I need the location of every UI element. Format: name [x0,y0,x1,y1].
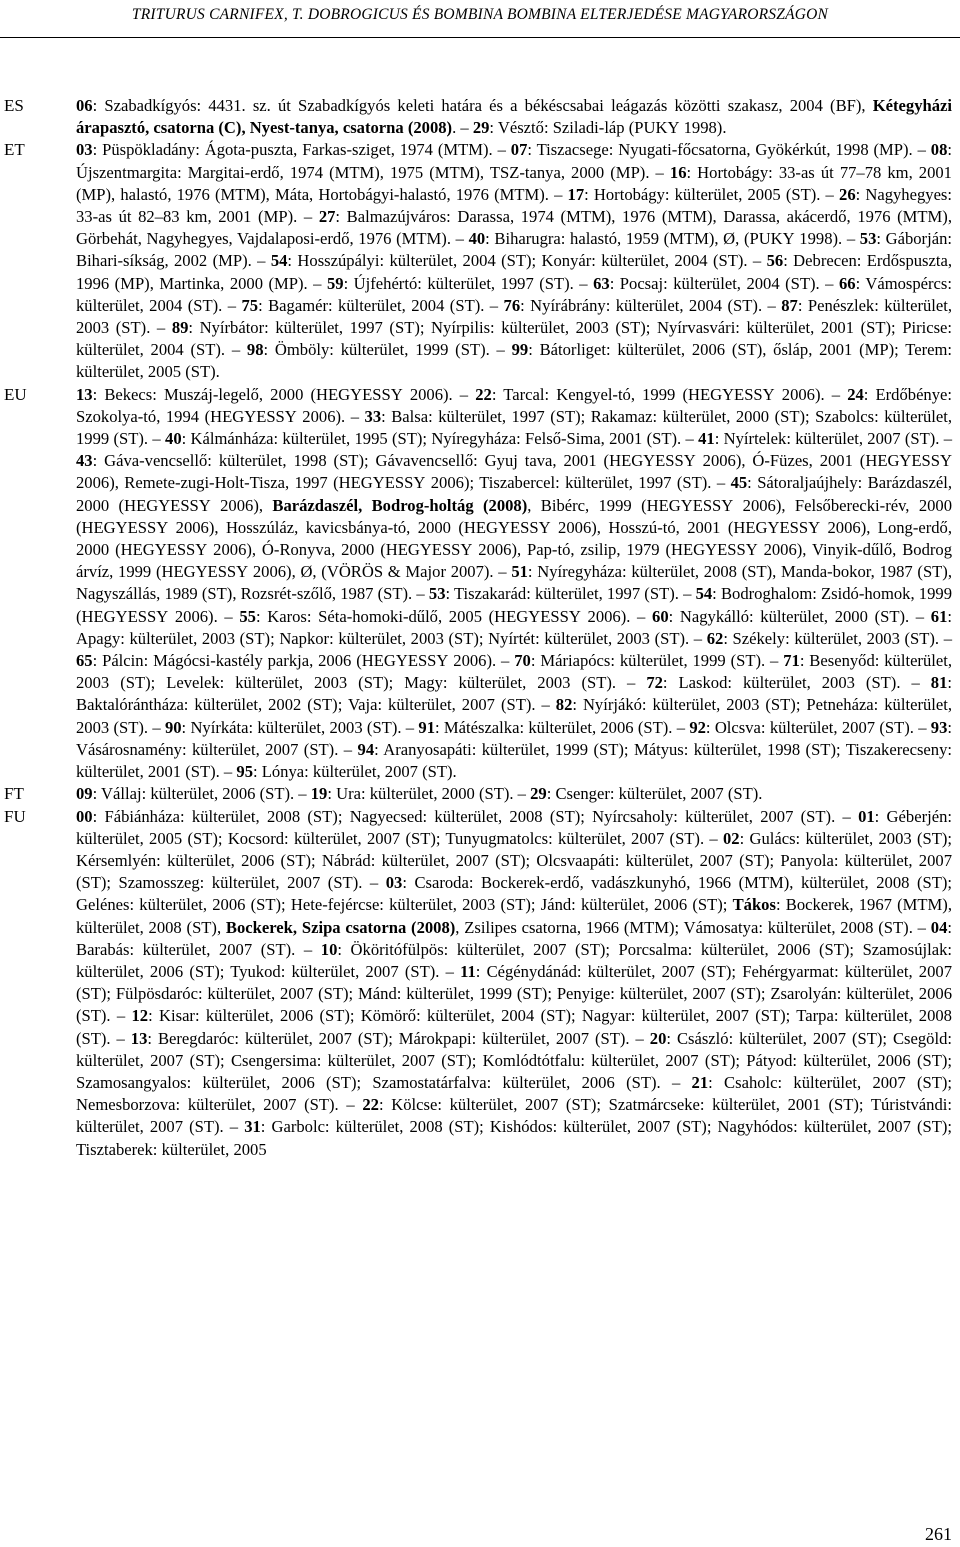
record-text: : Nyírkáta: külterület, 2003 (ST). – [181,717,419,737]
record-key: 06 [76,96,93,115]
record-key: 70 [514,651,531,671]
record-key: 53 [428,584,446,604]
record-key: 43 [76,451,93,471]
record-key: 82 [555,695,573,715]
record-text: 2006), Hosszú-tó, 2001 (H [550,517,746,537]
record-text: : Nyírábrány: külterület, 2004 (ST). – [520,295,782,315]
record-key: 17 [567,184,585,204]
record-text: : Kálmánháza: külterület, 1995 (ST); Nyíregyháza: Felső-Sima, 2001 (ST). – [181,429,699,449]
record-key: 56 [766,251,784,271]
record-key: 22 [475,384,492,404]
record-key: 60 [652,606,669,626]
record-key: 90 [164,717,182,737]
record-text: : Nyírbátor: külterület, 1997 (ST); Nyírpilis: külterület, 2003 (ST); Nyírvasvári: külterület, 2001 (ST); Piricse: külterület, 2004 (ST). – [76,318,953,360]
record-key: 21 [691,1072,709,1092]
record-key: 00 [76,806,93,826]
record-text: : Vésztő: Sziladi-láp (P [489,118,644,138]
locality-list [0,95,960,1161]
author-name: EGYESSY [621,451,696,471]
locality-records [76,384,952,784]
record-text: 2006), Ø, (V [248,562,339,582]
record-key: 07 [510,140,528,160]
record-text: 2006). – [402,384,476,404]
record-text: & Major 2007). – [383,562,512,582]
record-key: 81 [930,673,948,693]
record-key: 11 [460,961,476,981]
record-key: 19 [310,784,328,804]
record-text: : Kisar: külterület, 2006 (ST); Kömörő: külterület, 2004 (ST); Nagyar: külterület, 2007 (ST); Tarpa: külterület, 2008 (ST). – [76,1006,952,1048]
record-text: 2006); Tiszabercel: külterület, 1997 (ST). – [425,473,731,493]
record-text: : Mátészalka: külterület, 2006 (ST). – [434,717,690,737]
record-text: : Csenger: külterület, 2007 (ST). [546,784,763,804]
record-key: 89 [171,318,189,338]
record-text: : Biharugra: halastó, 1959 (MTM), Ø, (P [485,229,759,249]
grid-square-code: ES [4,96,24,115]
record-key: 75 [241,295,259,315]
record-text: : Cégénydánád: külterület, 2007 (ST); Fehérgyarmat: külterület, 2007 (ST); Fülpösdaróc: külterület, 2007 (ST); Mánd: külterület, 1999 (ST); Penyige: külterület, 2007 (ST); Zsarolyán: külterület, 2006 (ST). – [76,961,952,1026]
record-text: : Nyírjákó: külterület, 2003 (ST); Petneháza: külterület, 2003 (ST). – [76,695,952,737]
author-name: EGYESSY [683,540,758,560]
author-name: EGYESSY [93,606,169,626]
grid-square-code: FU [4,806,26,826]
page-number: 261 [925,1524,952,1544]
record-key: 51 [511,562,528,582]
record-text: : Újszentmargita: Margitai-erdő, 1974 (MTM), 1975 (MTM), TSZ-tanya, 2000 (MP). – [76,140,952,182]
record-key: 98 [246,340,264,360]
record-text: : Laskod: külterület, 2003 (ST). – [662,673,931,693]
author-name: EGYESSY [328,384,403,404]
record-text: : Csaholc: külterület, 2007 (ST); Nemesborzova: külterület, 2007 (ST). – [76,1072,952,1115]
record-text: : Géberjén: külterület, 2005 (ST); Kocsord: külterület, 2007 (ST); Tunyugmatolcs: külterület, 2007 (ST). – [76,806,952,848]
locality-records [76,806,952,1161]
record-key: 03 [385,873,403,893]
record-key: 12 [131,1006,149,1026]
record-text: 2006). – [448,651,515,671]
record-key: 08 [930,140,948,160]
record-text: : Nyíregyháza: külterület, 2008 (ST), Manda-bokor, 1987 (ST), Nagyszállás, 1989 (ST), Rozsrét-szőlő, 1987 (ST). – [76,562,952,604]
record-text: : Kölcse: külterület, 2007 (ST); Szatmárcseke: külterület, 2001 (ST); Túristvándi: külterület, 2007 (ST). – [76,1095,952,1137]
record-text: : Máriapócs: külterület, 1999 (ST). – [530,651,784,671]
record-text: : Debrecen: Erdőspuszta, 1996 (MP), Martinka, 2000 (MP). – [76,251,952,293]
record-text: : Bodroghalom: Zsidó-homok, 1999 (H [76,584,952,626]
record-key: 13 [76,384,93,404]
record-text: : Császló: külterület, 2007 (ST); Csegöld: külterület, 2007 (ST); Csengersima: külterület, 2007 (ST); Komlódtótfalu: külterület, 2007 (ST); Pátyod: külterület, 2006 (ST); Szamosangyalos: külterület, 2006 (ST); Szamostatárfalva: külterület, 2006 (ST). – [76,1028,952,1092]
author-name: UKY [643,118,680,138]
author-name: ÖRÖS [338,562,384,582]
running-header-title: TRITURUS CARNIFEX, T. DOBROGICUS ÉS BOMBINA BOMBINA ELTERJEDÉSE MAGYARORSZÁGON [131,6,829,23]
record-text: : Bekecs: Muszáj-legelő, 2000 (H [92,384,328,404]
record-key: 91 [418,717,435,737]
record-key: 29 [530,784,547,804]
record-key: 22 [362,1095,379,1115]
record-text: : Bockerek, 1967 (MTM), külterület, 2008 (ST), [76,895,952,937]
record-text: : Apagy: külterület, 2003 (ST); Napkor: külterület, 2003 (ST); Nyírtét: külterület, 2003 (ST). – [76,606,952,648]
record-key: Tákos [732,895,776,915]
record-key: 55 [239,606,256,626]
record-key: 40 [468,229,486,249]
author-name: EGYESSY [173,562,249,582]
author-name: EGYESSY [350,473,426,493]
record-key: 13 [130,1028,148,1048]
author-name: EGYESSY [222,406,297,426]
record-text: : Lónya: külterület, 2007 (ST). [252,762,457,782]
record-key: 61 [930,606,948,626]
record-text: : Hortobágy: külterület, 2005 (ST). – [584,184,840,204]
record-text: : Tiszacsege: Nyugati-főcsatorna, Gyökérkút, 1998 (MP). – [527,140,931,160]
record-text: : Gulács: külterület, 2003 (ST); Kérsemlyén: külterület, 2006 (ST); Nábrád: külterület, 2007 (ST); Olcsvaapáti: külterület, 2007 (ST); Panyola: külterület, 2007 (ST); Szamosszeg: külterület, 2007 (ST). – [76,828,952,893]
record-text: . – [452,118,473,138]
record-key: 02 [722,828,740,848]
record-key: 04 [930,917,948,937]
author-name: EGYESSY [745,517,821,537]
record-text: 2006), Remete-zugi-Holt-Tisza, 1997 (H [76,473,351,493]
record-text: : Balsa: külterület, 1997 (ST); Rakamaz: külterület, 2000 (ST); Szabolcs: külterület, 1999 (ST). – [76,406,952,449]
author-name: UKY [758,229,795,249]
record-key: 59 [326,273,344,293]
author-name: EGYESSY [506,606,581,626]
author-name: EGYESSY [475,517,551,537]
record-text: : Újfehértó: külterület, 1997 (ST). – [343,273,594,293]
record-key: 01 [858,806,875,826]
record-text: : Vállaj: külterület, 2006 (ST). – [92,784,311,804]
record-key: 10 [320,939,338,959]
author-name: EGYESSY [132,540,208,560]
author-name: EGYESSY [93,517,169,537]
record-key: Bockerek, Szipa csatorna (2008) [225,917,456,937]
grid-square-code: ET [4,140,25,160]
record-key: 27 [318,207,336,227]
record-text: 2006), Ó-Füzes, 2001 (H [695,451,878,471]
record-text: 2006), Long-erdő, 2000 (H [76,517,952,560]
record-text: : Nyírtelek: külterület, 2007 (ST). – [714,429,953,449]
grid-square-code: FT [4,784,24,804]
record-text: : Bátorliget: külterület, 2006 (ST), ősláp, 2001 (MP); Terem: külterület, 2005 (ST). [76,340,952,382]
record-text: : Tarcal: Kengyel-tó, 1999 (H [491,384,700,404]
record-key: 72 [646,673,663,693]
author-name: EGYESSY [877,451,952,471]
record-text: : Ura: külterület, 2000 (ST). – [327,784,531,804]
grid-square-code: EU [4,384,27,404]
grid-entry [0,806,960,1161]
author-name: EGYESSY [373,651,449,671]
record-text: : Hosszúpályi: külterület, 2004 (ST); Konyár: külterület, 2004 (ST). – [287,251,767,271]
record-text: : Nagyhegyes: 33-as út 82–83 km, 2001 (MP). – [76,184,952,227]
record-key: 63 [593,273,610,293]
record-key: 65 [76,651,93,671]
locality-records [76,139,952,383]
record-key: 45 [730,473,748,493]
record-text: 2006). – [774,384,848,404]
running-header [0,6,960,24]
author-name: EGYESSY [136,495,211,515]
record-text: 2006). – [296,406,365,426]
record-text: : Beregdaróc: külterület, 2007 (ST); Márokpapi: külterület, 2007 (ST). – [147,1028,650,1048]
record-text: : Vásárosnamény: külterület, 2007 (ST). – [76,717,953,759]
record-text: : Szabadkígyós: 4431. sz. út Szabadkígyós keleti határa és a békéscsabai leágazás közötti szakasz, 2004 (BF), [92,96,873,115]
record-text: : Gáborján: Bihari-síkság, 2002 (MP). – [76,229,952,271]
author-name: EGYESSY [658,495,734,515]
record-key: 93 [930,717,948,737]
record-text: 2006). – [580,606,653,626]
record-text: : Püspökladány: Ágota-puszta, Farkas-sziget, 1974 (MTM). – [92,140,511,160]
record-text: : Bagamér: külterület, 2004 (ST). – [258,295,504,315]
record-text: : Székely: külterület, 2003 (ST). – [723,628,952,648]
record-text: : Garbolc: külterület, 2008 (ST); Kishódos: külterület, 2007 (ST); Nagyhódos: külterület, 2007 (ST); Tisztaberek: külterület, 2005 [76,1117,952,1159]
record-text: : Balmazújváros: Darassa, 1974 (MTM), 1976 (MTM), Darassa, akácerdő, 1976 (MTM), Görbehát, Nagyhegyes, Vajdalaposi-erdő, 1976 (MTM). – [76,207,952,249]
record-text: 2006), Felsőberecki-rév, 2000 (H [76,495,953,537]
record-text: 2006), Hosszúláz, kavicsbánya-tó, 2000 (H [168,517,476,537]
record-key: Barázdaszél, Bodrog-holtág (2008) [272,495,528,515]
record-key: 29 [472,118,490,138]
author-name: EGYESSY [699,384,775,404]
record-text: : Nagykálló: külterület, 2000 (ST). – [668,606,931,626]
record-text: : Gáva-vencsellő: külterület, 1998 (ST); Gávavencsellő: Gyuj tava, 2001 (H [92,451,622,471]
record-text: : Ömböly: külterület, 1999 (ST). – [263,340,512,360]
record-key: 40 [165,429,182,449]
record-key: 53 [859,229,877,249]
record-text: : Baktalórántháza: külterület, 2002 (ST); Vaja: külterület, 2007 (ST). – [76,673,952,715]
record-key: 54 [270,251,288,271]
record-text: : Olcsva: külterület, 2007 (ST). – [705,717,931,737]
record-text: : Aranyosapáti: külterület, 1999 (ST); Mátyus: külterület, 1998 (ST); Tiszakerecseny: külterület, 2001 (ST). – [76,739,952,782]
record-text: : Pocsaj: külterület, 2004 (ST). – [609,273,839,293]
record-key: 31 [244,1117,261,1137]
grid-entry [0,384,960,784]
author-name: EGYESSY [397,540,473,560]
record-text: : Barabás: külterület, 2007 (ST). – [76,917,952,959]
record-text: 1998). [679,118,727,138]
record-key: 33 [364,406,382,426]
record-text: : Csaroda: Bockerek-erdő, vadászkunyhó, 1966 (MTM), külterület, 2008 (ST); Gelénes: külterület, 2006 (ST); Hete-fejércse: külterület, 2003 (ST); Jánd: külterület, 2006 (ST); [76,873,952,915]
record-key: 95 [236,762,253,782]
record-key: 41 [698,429,715,449]
record-text: : Penészlek: külterület, 2003 (ST). – [76,295,952,338]
record-key: 87 [781,295,798,315]
record-text: 2006), Ó-Ronyva, 2000 (H [207,540,398,560]
grid-entry [0,139,960,383]
header-rule [0,37,960,38]
record-key: 94 [357,739,375,759]
record-text: , Bibérc, 1999 (H [527,495,659,515]
record-text: : Erdőbénye: Szokolya-tó, 1994 (H [76,384,953,426]
record-text: 2006), [210,495,273,515]
record-text: 1998). – [794,229,860,249]
record-key: 09 [76,784,93,804]
record-text: 2006). – [168,606,240,626]
record-key: 66 [838,273,856,293]
record-key: 24 [847,384,864,404]
record-key: 20 [649,1028,667,1048]
record-text: : Sátoraljaújhely: Barázdaszél, 2000 (H [76,473,952,515]
record-key: 76 [503,295,521,315]
record-text: : Vámospércs: külterület, 2004 (ST). – [76,273,952,315]
record-key: 54 [695,584,713,604]
record-key: 71 [783,651,800,671]
record-key: 99 [511,340,529,360]
record-text: 2006), Vinyik-dűlő, Bodrog árvíz, 1999 (H [76,540,952,582]
record-key: 03 [76,140,93,160]
record-key: 62 [706,628,724,648]
record-text: : Tiszakarád: külterület, 1997 (ST). – [445,584,696,604]
record-text: : Karos: Séta-homoki-dűlő, 2005 (H [255,606,507,626]
locality-records [76,95,952,139]
record-key: 16 [669,162,687,182]
record-text: 2006), Pap-tó, zsilip, 1979 (H [472,540,683,560]
grid-entry [0,783,960,805]
locality-records [76,783,952,805]
grid-entry [0,95,960,139]
record-text: , Zsilipes csatorna, 1966 (MTM); Vámosatya: külterület, 2008 (ST). – [455,917,931,937]
record-key: 92 [689,717,706,737]
record-key: 26 [839,184,856,204]
record-text: : Fábiánháza: külterület, 2008 (ST); Nagyecsed: külterület, 2008 (ST); Nyírcsaholy: külterület, 2007 (ST). – [92,806,859,826]
record-text: : Pálcin: Mágócsi-kastély parkja, 2006 (H [92,651,374,671]
record-text: : Hortobágy: 33-as út 77–78 km, 2001 (MP), halastó, 1976 (MTM), Máta, Hortobágyi-halastó, 1976 (MTM). – [76,162,952,204]
record-text: : Ököritófülpös: külterület, 2007 (ST); Porcsalma: külterület, 2006 (ST); Szamosújlak: külterület, 2006 (ST); Tyukod: külterület, 2007 (ST). – [76,939,952,981]
record-text: : Besenyőd: külterület, 2003 (ST); Levelek: külterület, 2003 (ST); Magy: külterület, 2003 (ST). – [76,651,952,693]
record-key: Kétegyházi árapasztó, csatorna (C), Nyest-tanya, csatorna (2008) [76,96,952,138]
